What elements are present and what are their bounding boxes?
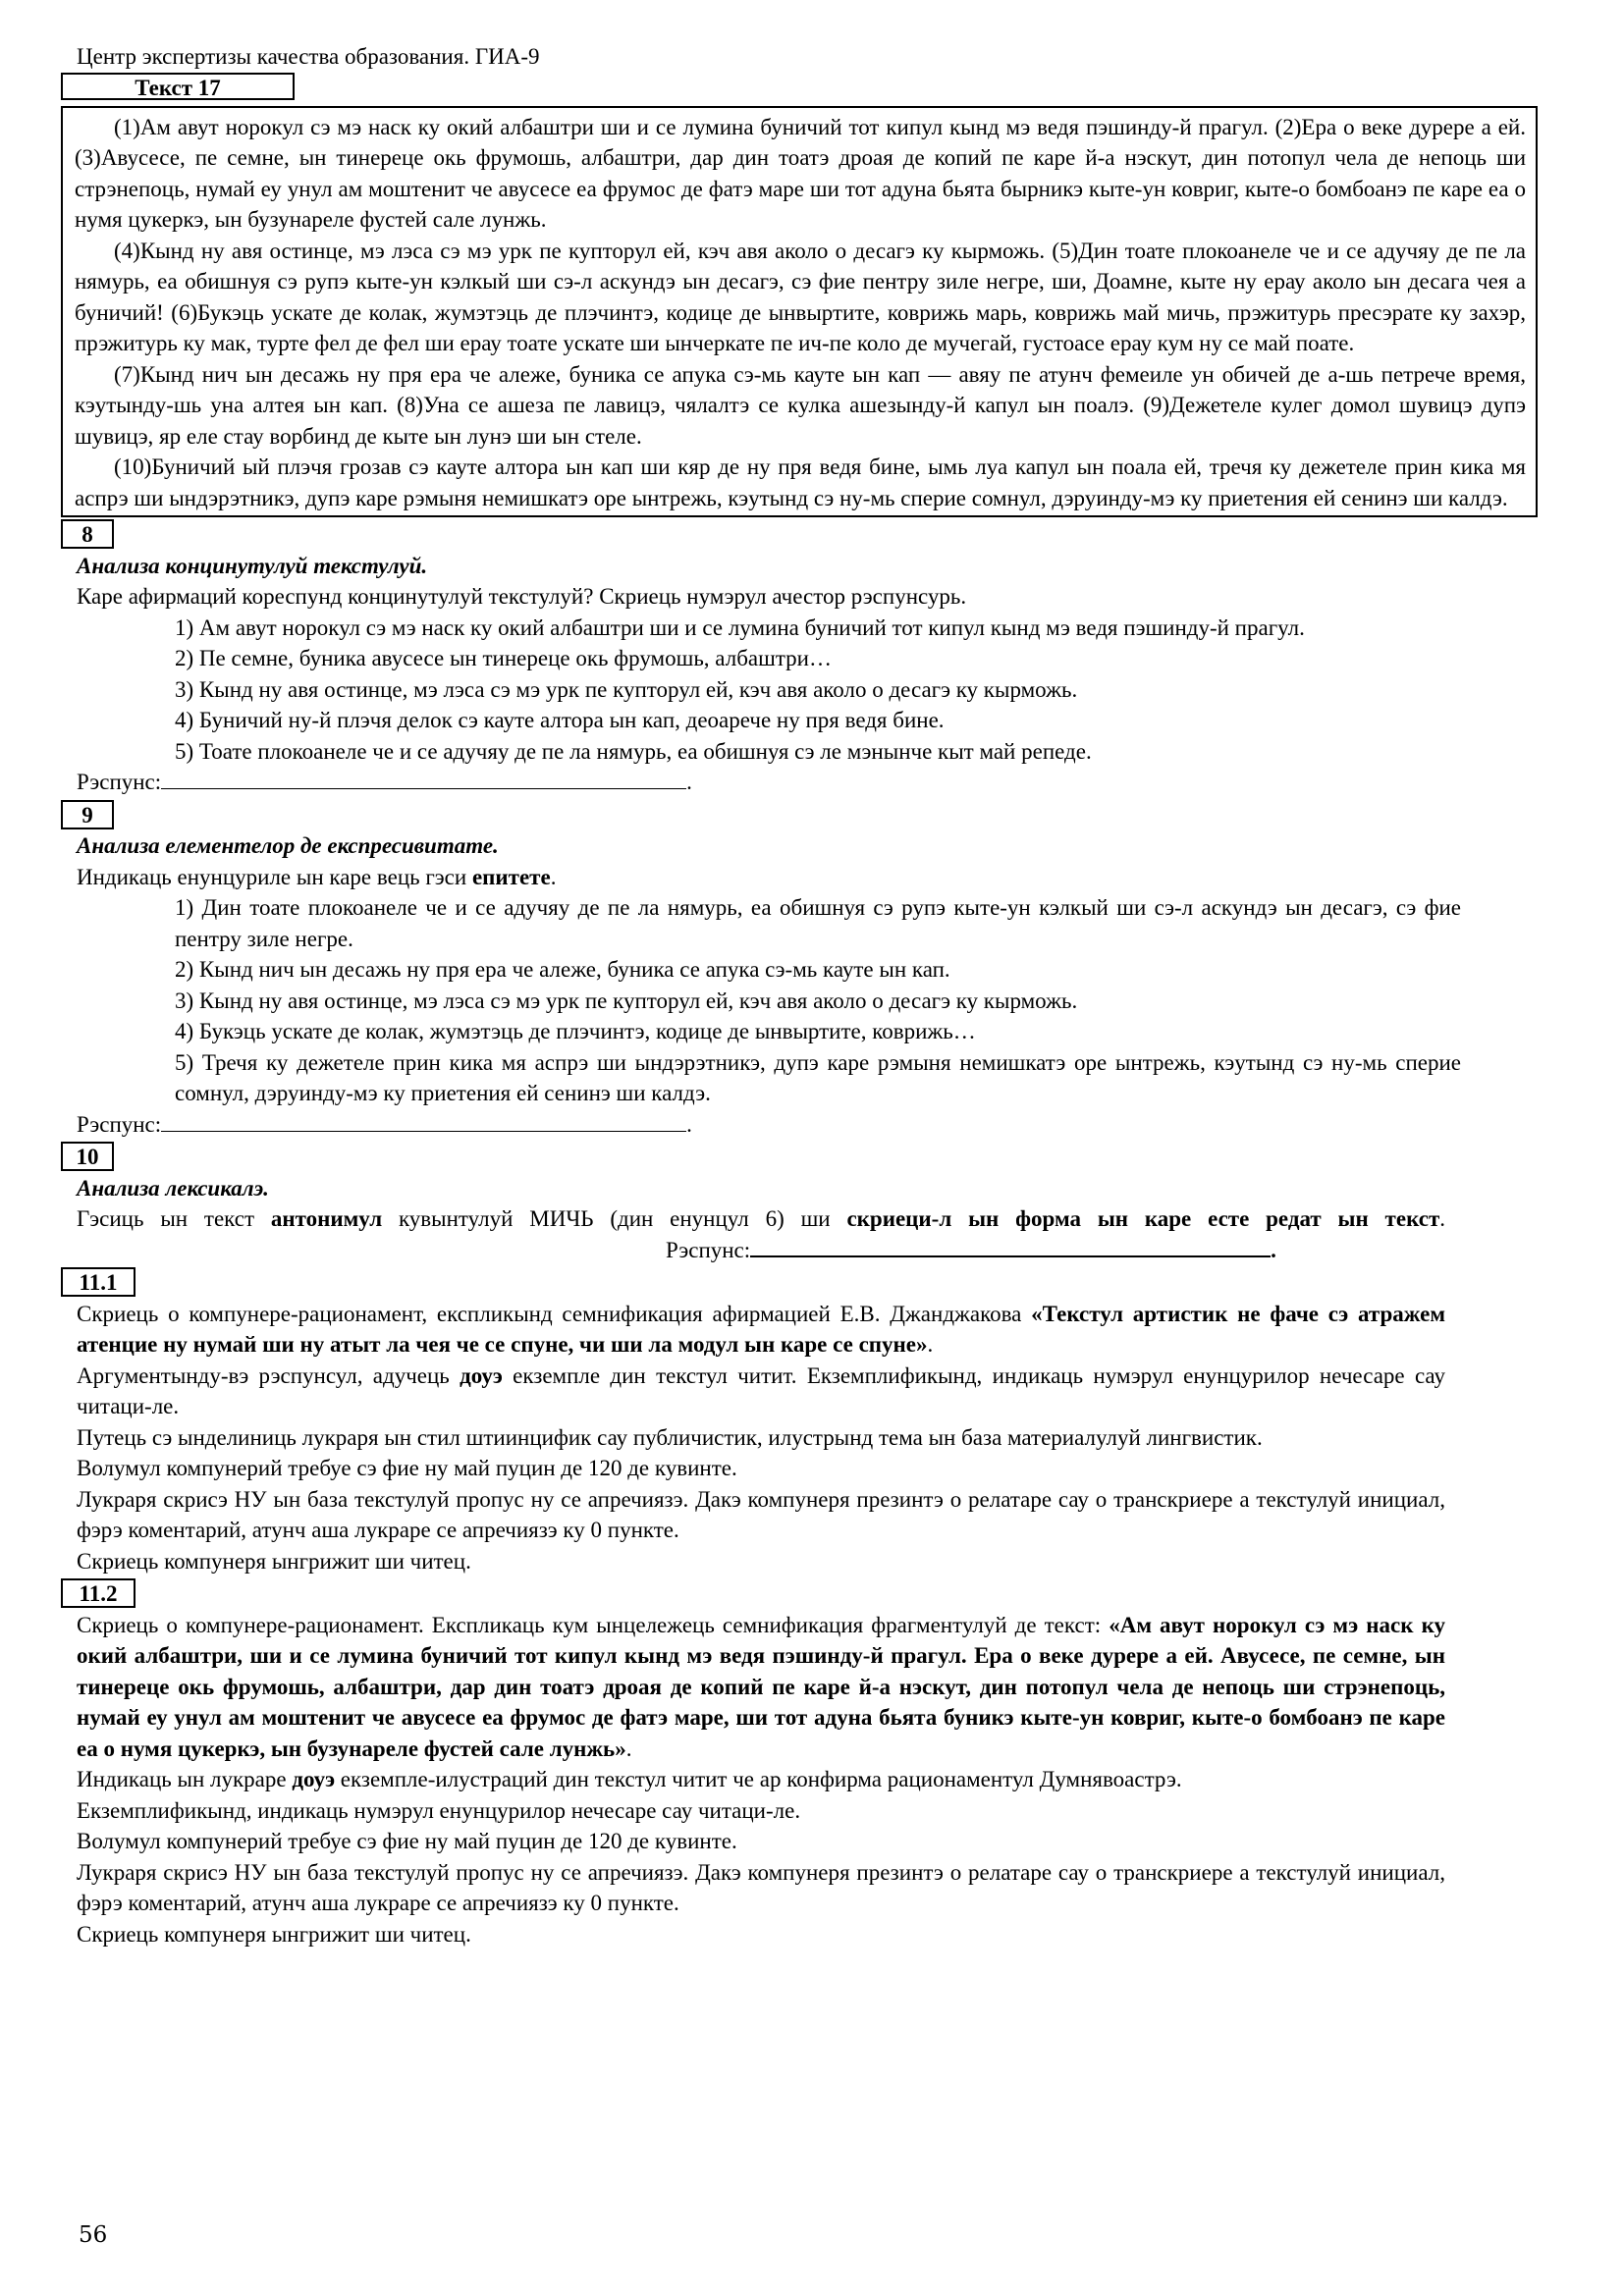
task-11-1-grading-note: Лукраря скрисэ НУ ын база текстулуй пропус ну се апречиязэ. Дакэ компунеря презинтэ о релатаре сау о транскриере а текстулуй инициал, фэрэ коментарий, атунч аша лукраре се апречиязэ ку 0 пункте. bbox=[77, 1486, 1445, 1542]
text-17-label: Текст 17 bbox=[61, 73, 295, 100]
answer-field[interactable] bbox=[161, 1111, 686, 1132]
task-8-label: 8 bbox=[61, 519, 114, 549]
task-11-2-grading-note: Лукраря скрисэ НУ ын база текстулуй пропус ну се апречиязэ. Дакэ компунеря презинтэ о релатаре сау о транскриере а текстулуй инициал, фэрэ коментарий, атунч аша лукраре се апречиязэ ку 0 пункте. bbox=[77, 1859, 1445, 1915]
quote-bold: «Текстул артистик не фаче сэ атражем атенцие ну нумай ши ну атыт ла чея че се спуне, чи ши ла модул ын каре се спуне» bbox=[77, 1301, 1445, 1357]
task-11-1-volume-note: Волумул компунерий требуе сэ фие ну май пуцин де 120 де кувинте. bbox=[77, 1456, 737, 1480]
option-item: 1) Дин тоате плокоанеле че и се адучяу де пе ла нямурь, еа обишнуя сэ рупэ кыте-ун кэлкый ши сэ-л аскундэ ын десагэ, сэ фие пентру зиле негре. bbox=[175, 895, 1461, 951]
task-10 bbox=[77, 1142, 1563, 1265]
text-paragraph: (1)Ам авут норокул сэ мэ наск ку окий албаштри ши и се лумина буничий тот кипул кынд мэ ведя пэшинду-й прагул. (2)Ера о веке дурере а ей. (3)Авусесе, пе семне, ын тинереце окь фрумошь, албаштри, дар дин тоатэ дроая де копий пе каре й-а нэскут, дин потопул чела де непоць ши стрэнепоць, нумай еу унул ам моштенит че авусесе еа фрумос де фатэ маре ши тот адуна бьята бырникэ кыте-ун ковриг, кыте-о бомбоанэ пе каре еа о нумя цукеркэ, ын бузунареле фустей сале лунжь. bbox=[75, 114, 1526, 232]
task-9-options bbox=[175, 892, 1461, 1109]
instruction-text: Индикаць ын лукраре bbox=[77, 1767, 293, 1791]
task-11-2-label: 11.2 bbox=[61, 1578, 135, 1608]
instruction-bold: доуэ bbox=[292, 1767, 336, 1791]
option-item: 4) Букэць ускате де колак, жумэтэць де плэчинтэ, кодице де ынвыртите, коврижь… bbox=[175, 1019, 976, 1043]
page-number: 56 bbox=[79, 2222, 108, 2248]
task-9-title: Анализа елементелор де експресивитате. bbox=[77, 833, 499, 858]
task-11-1 bbox=[77, 1267, 1445, 1576]
question-suffix: . bbox=[1439, 1206, 1445, 1231]
instruction-text: екземпле дин текстул читит. Екземплификынд, индикаць нумэрул енунцурилор нечесаре сау читаци-ле. bbox=[77, 1362, 1445, 1418]
task-11-2-instruction bbox=[77, 1764, 1445, 1795]
task-10-label: 10 bbox=[61, 1142, 114, 1171]
task-11-1-neatness-note: Скриець компунеря ынгрижит ши читец. bbox=[77, 1548, 471, 1574]
task-9-label: 9 bbox=[61, 800, 114, 829]
task-8-options bbox=[175, 613, 1461, 768]
answer-label: Рэспунс: bbox=[77, 1111, 162, 1137]
task-10-title: Анализа лексикалэ. bbox=[77, 1175, 269, 1201]
task-9-question bbox=[77, 862, 1563, 893]
prompt-suffix: . bbox=[927, 1332, 934, 1357]
question-bold: антонимул bbox=[270, 1206, 383, 1231]
option-item: 4) Буничий ну-й плэчя делок сэ кауте алтора ын кап, деоарече ну пря ведя бине. bbox=[175, 708, 945, 732]
task-10-question: Гэсиць ын текст антонимул кувынтулуй МИЧЬ (дин енунцул 6) ши скриеци-л ын форма ын каре есте редат ын текст.Рэспунс: . bbox=[77, 1206, 1445, 1262]
option-item: 2) Кынд нич ын десажь ну пря ера че алеже, буника се апука сэ-мь кауте ын кап. bbox=[175, 957, 950, 982]
option-item: 5) Тречя ку дежетеле прин кика мя аспрэ ши ындэрэтникэ, дупэ каре рэмыня немишкатэ оре ынтрежь, кэутынд сэ ну-мь сперие сомнул, дэруинду-мэ ку приетения ей сенинэ ши калдэ. bbox=[175, 1049, 1461, 1105]
quote-bold: «Ам авут норокул сэ мэ наск ку окий албаштри, ши и се лумина буничий тот кипул кынд мэ ведя пэшинду-й прагул. Ера о веке дурере а ей. Авусесе, пе семне, ын тинереце окь фрумошь, албаштри, дар дин тоатэ дроая де копий пе каре й-а нэскут, дин потопул чела де непоць ши стрэнепоць, нумай еу унул ам моштенит че авусесе еа фрумос де фатэ маре, ши тот адуна бьята буникэ кыте-ун ковриг, кыте-о бомбоанэ пе каре еа о нумя цукеркэ, ын бузунареле фустей сале лунжь» bbox=[77, 1612, 1445, 1761]
question-text: кувынтулуй МИЧЬ (дин енунцул 6) ши bbox=[382, 1206, 847, 1231]
text-paragraph: (4)Кынд ну авя остинце, мэ лэса сэ мэ урк пе купторул ей, кэч авя аколо о десагэ ку кырможь. (5)Дин тоате плокоанеле че и се адучяу де пе ла нямурь, еа обишнуя сэ рупэ кыте-ун кэлкый ши сэ-л аскундэ ын десагэ, сэ фие пентру зиле негре, ши, Доамне, кыте ну ерау аколо ын десага чея а буничий! (6)Букэць ускате де колак, жумэтэць де плэчинтэ, кодице де ынвыртите, коврижь марь, коврижь май мичь, прэжитурь пресэрате ку захэр, прэжитурь ку мак, турте фел де фел ши ерау тоате ускате ши ынчеркате пе ич-пе коло де мучегай, густоасе ерау кум ну се май поате. bbox=[75, 238, 1526, 355]
instruction-bold: доуэ bbox=[460, 1362, 503, 1388]
task-11-2-neatness-note: Скриець компунеря ынгрижит ши читец. bbox=[77, 1921, 471, 1947]
answer-field[interactable] bbox=[161, 769, 686, 789]
question-bold: епитете bbox=[471, 864, 551, 889]
task-11-2-prompt bbox=[77, 1610, 1445, 1765]
option-item: 2) Пе семне, буника авусесе ын тинереце окь фрумошь, албаштри… bbox=[175, 646, 832, 670]
question-text: Гэсиць ын текст bbox=[77, 1206, 271, 1231]
option-item: 1) Ам авут норокул сэ мэ наск ку окий албаштри ши и се лумина буничий тот кипул кынд мэ ведя пэшинду-й прагул. bbox=[175, 614, 1305, 640]
task-11-1-prompt bbox=[77, 1299, 1445, 1361]
option-item: 5) Тоате плокоанеле че и се адучяу де пе ла нямурь, еа обишнуя сэ ле мэнынче кыт май репеде. bbox=[175, 738, 1092, 764]
answer-label: Рэспунс: bbox=[77, 770, 162, 794]
instruction-text: Аргументынду-вэ рэспунсул, адучець bbox=[77, 1362, 460, 1388]
instruction-text: екземпле-илустраций дин текстул читит че ар конфирма рационаментул Думнявоастрэ. bbox=[335, 1767, 1182, 1791]
text-17-box bbox=[61, 106, 1538, 518]
question-suffix: . bbox=[550, 864, 557, 889]
task-11-2-example-note: Екземплификынд, индикаць нумэрул енунцурилор нечесаре сау читаци-ле. bbox=[77, 1797, 801, 1823]
question-text: Индикаць енунцуриле ын каре вець гэси bbox=[77, 864, 472, 889]
text-paragraph: (10)Буничий ый плэчя грозав сэ кауте алтора ын кап ши кяр де ну пря ведя бине, ымь луа капул ын поала ей, тречя ку дежетеле прин кика мя аспрэ ши ындэрэтникэ, дупэ каре рэмыня немишкатэ оре ынтрежь, кэутынд сэ ну-мь сперие сомнул, дэруинду-мэ ку приетения ей сенинэ ши калдэ. bbox=[75, 454, 1526, 510]
prompt-suffix: . bbox=[625, 1735, 632, 1761]
task-9-answer: Рэспунс: . bbox=[77, 1111, 692, 1137]
task-11-2 bbox=[77, 1578, 1445, 1949]
task-11-1-style-note: Путець сэ ынделиниць лукраря ын стил штиинцифик сау публичистик, илустрынд тема ын база материалулуй лингвистик. bbox=[77, 1424, 1263, 1450]
option-item: 3) Кынд ну авя остинце, мэ лэса сэ мэ урк пе купторул ей, кэч авя аколо о десагэ ку кырможь. bbox=[175, 676, 1078, 702]
prompt-text: Скриець о компунере-рационамент. Експликаць кум ынцележець семнификация фрагментулуй де текст: bbox=[77, 1612, 1110, 1637]
answer-field[interactable] bbox=[750, 1236, 1271, 1257]
task-11-2-volume-note: Волумул компунерий требуе сэ фие ну май пуцин де 120 де кувинте. bbox=[77, 1829, 737, 1853]
text-paragraph: (7)Кынд нич ын десажь ну пря ера че алеже, буника се апука сэ-мь кауте ын кап — авяу пе атунч фемеиле ун обичей де а-шь петрече время, кэутынду-шь уна алтея ын кап. (8)Уна се ашеза пе лавицэ, чялалтэ се кулка ашезынду-й капул ын поалэ. (9)Дежетеле кулег домол шувицэ дупэ шувицэ, яр еле стау ворбинд де кыте ын лунэ ши ын стеле. bbox=[75, 361, 1526, 449]
task-11-1-label: 11.1 bbox=[61, 1267, 135, 1297]
question-bold: скриеци-л ын форма ын каре есте редат ын текст bbox=[846, 1206, 1440, 1231]
task-11-1-instruction bbox=[77, 1361, 1445, 1422]
option-item: 3) Кынд ну авя остинце, мэ лэса сэ мэ урк пе купторул ей, кэч авя аколо о десагэ ку кырможь. bbox=[175, 988, 1078, 1013]
task-8-question: Каре афирмаций кореспунд концинутулуй текстулуй? Скриець нумэрул ачестор рэспунсурь. bbox=[77, 584, 967, 609]
task-8 bbox=[77, 519, 1563, 798]
task-8-answer: Рэспунс: . bbox=[77, 770, 692, 794]
task-8-title: Анализа концинутулуй текстулуй. bbox=[77, 553, 428, 578]
prompt-text: Скриець о компунере-рационамент, експликынд семнификация афирмацией Е.В. Джанджакова bbox=[77, 1301, 1032, 1326]
answer-label: Рэспунс: bbox=[666, 1237, 751, 1262]
task-9 bbox=[77, 800, 1563, 1141]
page-header: Центр экспертизы качества образования. ГИА-9 bbox=[77, 44, 540, 69]
document-page bbox=[77, 43, 1563, 1949]
